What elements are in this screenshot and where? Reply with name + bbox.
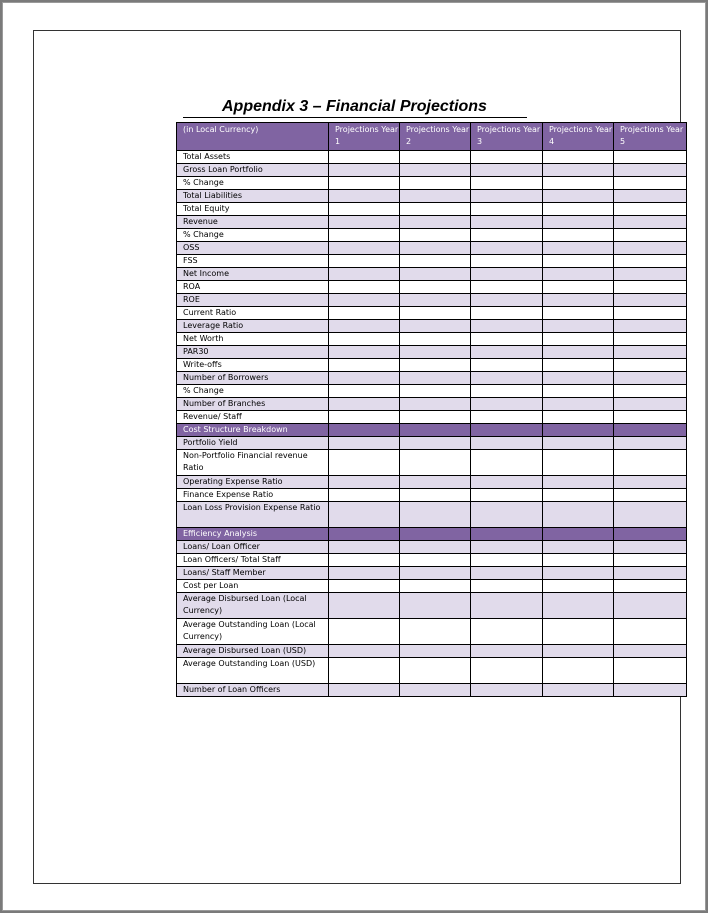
value-cell	[471, 593, 543, 619]
value-cell	[329, 242, 400, 255]
page-title: Appendix 3 – Financial Projections	[222, 98, 487, 115]
value-cell	[543, 255, 614, 268]
value-cell	[543, 294, 614, 307]
value-cell	[543, 554, 614, 567]
row-label: Loans/ Staff Member	[177, 567, 329, 580]
table-row	[177, 645, 687, 658]
value-cell	[471, 307, 543, 320]
table-row	[177, 502, 687, 528]
row-label: Efficiency Analysis	[177, 528, 329, 541]
value-cell	[329, 398, 400, 411]
value-cell	[614, 489, 687, 502]
row-label: Loan Loss Provision Expense Ratio	[177, 502, 329, 528]
table-row	[177, 333, 687, 346]
table-row	[177, 255, 687, 268]
value-cell	[400, 320, 471, 333]
value-cell	[400, 177, 471, 190]
value-cell	[614, 476, 687, 489]
column-header: Projections Year 2	[400, 123, 471, 151]
value-cell	[329, 580, 400, 593]
row-label: Cost per Loan	[177, 580, 329, 593]
value-cell	[543, 151, 614, 164]
value-cell	[329, 645, 400, 658]
value-cell	[329, 489, 400, 502]
value-cell	[329, 450, 400, 476]
value-cell	[543, 346, 614, 359]
value-cell	[543, 424, 614, 437]
value-cell	[400, 333, 471, 346]
value-cell	[400, 593, 471, 619]
value-cell	[471, 255, 543, 268]
value-cell	[400, 216, 471, 229]
value-cell	[614, 333, 687, 346]
value-cell	[614, 567, 687, 580]
value-cell	[543, 229, 614, 242]
value-cell	[543, 281, 614, 294]
table-row	[177, 281, 687, 294]
value-cell	[400, 619, 471, 645]
value-cell	[543, 359, 614, 372]
table-row	[177, 203, 687, 216]
row-label: Average Outstanding Loan (Local Currency)	[177, 619, 329, 645]
row-label: % Change	[177, 385, 329, 398]
value-cell	[614, 502, 687, 528]
value-cell	[400, 450, 471, 476]
value-cell	[400, 346, 471, 359]
value-cell	[471, 658, 543, 684]
value-cell	[400, 229, 471, 242]
value-cell	[543, 437, 614, 450]
value-cell	[471, 398, 543, 411]
value-cell	[471, 229, 543, 242]
value-cell	[471, 489, 543, 502]
value-cell	[329, 294, 400, 307]
value-cell	[329, 346, 400, 359]
row-label: Leverage Ratio	[177, 320, 329, 333]
row-label: Net Income	[177, 268, 329, 281]
value-cell	[400, 411, 471, 424]
value-cell	[471, 619, 543, 645]
table-row	[177, 476, 687, 489]
value-cell	[329, 281, 400, 294]
value-cell	[543, 658, 614, 684]
column-header: Projections Year 4	[543, 123, 614, 151]
value-cell	[543, 645, 614, 658]
table-row	[177, 216, 687, 229]
value-cell	[471, 424, 543, 437]
value-cell	[400, 242, 471, 255]
row-label: Current Ratio	[177, 307, 329, 320]
value-cell	[614, 346, 687, 359]
value-cell	[614, 541, 687, 554]
table-row	[177, 346, 687, 359]
row-label: Loan Officers/ Total Staff	[177, 554, 329, 567]
value-cell	[329, 619, 400, 645]
value-cell	[543, 619, 614, 645]
value-cell	[471, 580, 543, 593]
table-row	[177, 229, 687, 242]
value-cell	[614, 645, 687, 658]
value-cell	[471, 294, 543, 307]
value-cell	[329, 307, 400, 320]
value-cell	[471, 684, 543, 697]
value-cell	[329, 320, 400, 333]
value-cell	[614, 281, 687, 294]
header-label-cell: (in Local Currency)	[177, 123, 329, 151]
value-cell	[471, 320, 543, 333]
table-row	[177, 437, 687, 450]
value-cell	[471, 437, 543, 450]
value-cell	[614, 268, 687, 281]
value-cell	[614, 177, 687, 190]
value-cell	[400, 489, 471, 502]
value-cell	[329, 359, 400, 372]
value-cell	[614, 255, 687, 268]
value-cell	[614, 528, 687, 541]
value-cell	[329, 424, 400, 437]
value-cell	[400, 203, 471, 216]
value-cell	[614, 307, 687, 320]
row-label: FSS	[177, 255, 329, 268]
value-cell	[614, 216, 687, 229]
table-row	[177, 580, 687, 593]
value-cell	[614, 372, 687, 385]
value-cell	[614, 229, 687, 242]
value-cell	[471, 567, 543, 580]
value-cell	[543, 307, 614, 320]
value-cell	[471, 645, 543, 658]
value-cell	[400, 580, 471, 593]
value-cell	[329, 411, 400, 424]
value-cell	[614, 398, 687, 411]
value-cell	[543, 580, 614, 593]
table-row	[177, 385, 687, 398]
row-label: Average Disbursed Loan (USD)	[177, 645, 329, 658]
row-label: Non-Portfolio Financial revenue Ratio	[177, 450, 329, 476]
value-cell	[400, 190, 471, 203]
title-underline	[183, 117, 527, 118]
column-header: Projections Year 5	[614, 123, 687, 151]
value-cell	[329, 385, 400, 398]
table-row	[177, 554, 687, 567]
row-label: Number of Loan Officers	[177, 684, 329, 697]
value-cell	[543, 268, 614, 281]
column-header: Projections Year 1	[329, 123, 400, 151]
value-cell	[543, 567, 614, 580]
value-cell	[543, 528, 614, 541]
table-row	[177, 268, 687, 281]
value-cell	[614, 242, 687, 255]
value-cell	[471, 528, 543, 541]
value-cell	[471, 242, 543, 255]
value-cell	[471, 177, 543, 190]
value-cell	[329, 541, 400, 554]
value-cell	[329, 151, 400, 164]
row-label: OSS	[177, 242, 329, 255]
value-cell	[471, 476, 543, 489]
value-cell	[400, 502, 471, 528]
table-row	[177, 177, 687, 190]
row-label: Average Disbursed Loan (Local Currency)	[177, 593, 329, 619]
row-label: Revenue/ Staff	[177, 411, 329, 424]
value-cell	[329, 216, 400, 229]
value-cell	[400, 307, 471, 320]
row-label: Cost Structure Breakdown	[177, 424, 329, 437]
table-row	[177, 541, 687, 554]
row-label: Operating Expense Ratio	[177, 476, 329, 489]
value-cell	[400, 476, 471, 489]
value-cell	[471, 268, 543, 281]
table-row	[177, 151, 687, 164]
value-cell	[329, 203, 400, 216]
value-cell	[614, 164, 687, 177]
value-cell	[471, 151, 543, 164]
value-cell	[400, 255, 471, 268]
value-cell	[400, 151, 471, 164]
value-cell	[543, 216, 614, 229]
margin-guide-left	[33, 30, 34, 883]
value-cell	[543, 476, 614, 489]
value-cell	[543, 502, 614, 528]
value-cell	[471, 281, 543, 294]
value-cell	[543, 190, 614, 203]
value-cell	[543, 398, 614, 411]
value-cell	[400, 684, 471, 697]
value-cell	[400, 164, 471, 177]
row-label: Revenue	[177, 216, 329, 229]
table-row	[177, 658, 687, 684]
value-cell	[471, 502, 543, 528]
value-cell	[614, 411, 687, 424]
row-label: Write-offs	[177, 359, 329, 372]
table-row	[177, 489, 687, 502]
row-label: Portfolio Yield	[177, 437, 329, 450]
value-cell	[329, 528, 400, 541]
value-cell	[471, 346, 543, 359]
value-cell	[614, 385, 687, 398]
value-cell	[400, 541, 471, 554]
table-row	[177, 372, 687, 385]
value-cell	[614, 203, 687, 216]
value-cell	[329, 190, 400, 203]
row-label: Finance Expense Ratio	[177, 489, 329, 502]
value-cell	[543, 450, 614, 476]
value-cell	[614, 294, 687, 307]
value-cell	[471, 372, 543, 385]
value-cell	[329, 268, 400, 281]
table-header-row	[177, 123, 687, 151]
value-cell	[543, 242, 614, 255]
value-cell	[329, 502, 400, 528]
value-cell	[471, 333, 543, 346]
value-cell	[614, 320, 687, 333]
value-cell	[329, 372, 400, 385]
table-row	[177, 619, 687, 645]
table-row	[177, 320, 687, 333]
value-cell	[614, 684, 687, 697]
value-cell	[400, 554, 471, 567]
table-row	[177, 411, 687, 424]
row-label: % Change	[177, 177, 329, 190]
table-row	[177, 567, 687, 580]
value-cell	[329, 437, 400, 450]
value-cell	[400, 658, 471, 684]
value-cell	[329, 333, 400, 346]
value-cell	[614, 593, 687, 619]
value-cell	[614, 359, 687, 372]
value-cell	[471, 359, 543, 372]
table-row	[177, 359, 687, 372]
value-cell	[400, 372, 471, 385]
row-label: PAR30	[177, 346, 329, 359]
financial-projections-table	[176, 122, 687, 697]
value-cell	[329, 164, 400, 177]
value-cell	[471, 450, 543, 476]
value-cell	[400, 424, 471, 437]
value-cell	[543, 385, 614, 398]
table-row	[177, 684, 687, 697]
value-cell	[543, 593, 614, 619]
value-cell	[614, 658, 687, 684]
value-cell	[471, 385, 543, 398]
value-cell	[400, 359, 471, 372]
margin-guide-top	[33, 30, 681, 31]
value-cell	[543, 333, 614, 346]
value-cell	[329, 684, 400, 697]
table-row	[177, 450, 687, 476]
value-cell	[471, 203, 543, 216]
value-cell	[400, 281, 471, 294]
value-cell	[543, 411, 614, 424]
row-label: Number of Borrowers	[177, 372, 329, 385]
value-cell	[329, 177, 400, 190]
value-cell	[543, 372, 614, 385]
table-section-row	[177, 528, 687, 541]
value-cell	[614, 190, 687, 203]
row-label: Number of Branches	[177, 398, 329, 411]
row-label: ROE	[177, 294, 329, 307]
value-cell	[400, 398, 471, 411]
margin-guide-bottom	[33, 883, 681, 884]
value-cell	[471, 216, 543, 229]
table-row	[177, 294, 687, 307]
value-cell	[329, 658, 400, 684]
value-cell	[471, 554, 543, 567]
value-cell	[329, 593, 400, 619]
row-label: % Change	[177, 229, 329, 242]
value-cell	[329, 554, 400, 567]
table-section-row	[177, 424, 687, 437]
value-cell	[400, 645, 471, 658]
value-cell	[471, 164, 543, 177]
table-row	[177, 190, 687, 203]
value-cell	[400, 567, 471, 580]
table-row	[177, 307, 687, 320]
value-cell	[400, 437, 471, 450]
value-cell	[329, 229, 400, 242]
value-cell	[543, 489, 614, 502]
table-row	[177, 593, 687, 619]
table-row	[177, 398, 687, 411]
value-cell	[543, 177, 614, 190]
value-cell	[329, 255, 400, 268]
value-cell	[471, 541, 543, 554]
table-body	[177, 151, 687, 697]
value-cell	[400, 385, 471, 398]
value-cell	[614, 619, 687, 645]
row-label: Gross Loan Portfolio	[177, 164, 329, 177]
value-cell	[543, 320, 614, 333]
value-cell	[471, 190, 543, 203]
value-cell	[614, 554, 687, 567]
value-cell	[543, 203, 614, 216]
row-label: Loans/ Loan Officer	[177, 541, 329, 554]
value-cell	[614, 437, 687, 450]
value-cell	[614, 424, 687, 437]
value-cell	[471, 411, 543, 424]
column-header: Projections Year 3	[471, 123, 543, 151]
value-cell	[329, 567, 400, 580]
row-label: Total Liabilities	[177, 190, 329, 203]
row-label: Total Assets	[177, 151, 329, 164]
row-label: Net Worth	[177, 333, 329, 346]
table-row	[177, 164, 687, 177]
row-label: ROA	[177, 281, 329, 294]
value-cell	[614, 580, 687, 593]
value-cell	[543, 541, 614, 554]
value-cell	[614, 450, 687, 476]
value-cell	[400, 268, 471, 281]
row-label: Average Outstanding Loan (USD)	[177, 658, 329, 684]
value-cell	[543, 684, 614, 697]
value-cell	[400, 528, 471, 541]
value-cell	[543, 164, 614, 177]
row-label: Total Equity	[177, 203, 329, 216]
value-cell	[400, 294, 471, 307]
table-row	[177, 242, 687, 255]
value-cell	[329, 476, 400, 489]
value-cell	[614, 151, 687, 164]
